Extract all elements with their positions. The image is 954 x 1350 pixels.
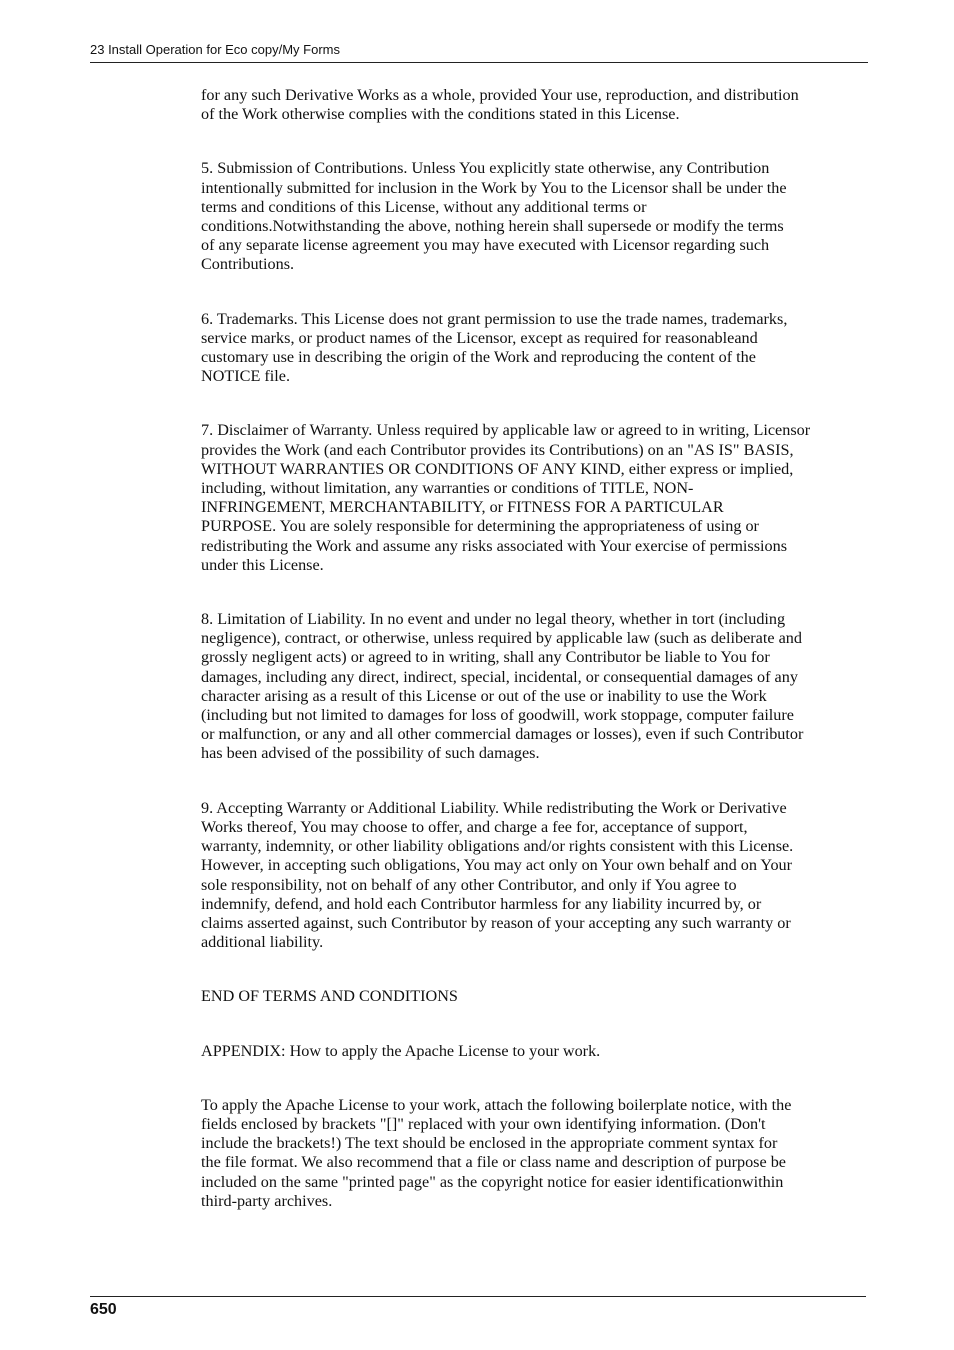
paragraph-appendix-heading: APPENDIX: How to apply the Apache License to your work. bbox=[201, 1041, 601, 1060]
paragraph-derivative-works: for any such Derivative Works as a whole, provided Your use, reproduction, and distribution of the Work otherwise complies with the conditions stated in this License. bbox=[201, 86, 799, 124]
paragraph-appendix-instructions: To apply the Apache License to your work, attach the following boilerplate notice, with the fields enclosed by brackets "[]" replaced with your own identifying information. (Don't include the brackets!) The text should be enclosed in the appropriate comment syntax for the file format. We also recommend that a file or class name and description of purpose be included on the same "printed page" as the copyright notice for easier identificationwithin third-party archives. bbox=[201, 1095, 792, 1210]
paragraph-disclaimer-of-warranty: 7. Disclaimer of Warranty. Unless required by applicable law or agreed to in writing, Licensor provides the Work (and each Contributor provides its Contributions) on an "AS IS" BASIS, WITHOUT WARRANTIES OR CONDITIONS OF ANY KIND, either express or implied, including, without limitation, any warranties or conditions of TITLE, NON- INFRINGEMENT, MERCHANTABILITY, or FITNESS FOR A PARTICULAR PURPOSE. You are solely responsible for determining the appropriateness of using or redistributing the Work and assume any risks associated with Your exercise of permissions under this License. bbox=[201, 421, 811, 574]
paragraph-end-of-terms: END OF TERMS AND CONDITIONS bbox=[201, 987, 458, 1006]
page-footer bbox=[90, 1296, 866, 1325]
page-number: 650 bbox=[90, 1301, 117, 1318]
page-header bbox=[90, 40, 868, 63]
paragraph-submission-of-contributions: 5. Submission of Contributions. Unless You explicitly state otherwise, any Contribution intentionally submitted for inclusion in the Work by You to the Licensor shall be under the terms and conditions of this License, without any additional terms or conditions.Notwithstanding the above, nothing herein shall supersede or modify the terms of any separate license agreement you may have executed with Licensor regarding such Contributions. bbox=[201, 159, 787, 274]
license-body bbox=[201, 86, 869, 1246]
paragraph-limitation-of-liability: 8. Limitation of Liability. In no event and under no legal theory, whether in tort (including negligence), contract, or otherwise, unless required by applicable law (such as deliberate and grossly negligent acts) or agreed to in writing, shall any Contributor be liable to You for damages, including any direct, indirect, special, incidental, or consequential damages of any character arising as a result of this License or out of the use or inability to use the Work (including but not limited to damages for loss of goodwill, work stoppage, computer failure or malfunction, or any and all other commercial damages or losses), even if such Contributor has been advised of the possibility of such damages. bbox=[201, 610, 804, 763]
paragraph-accepting-warranty: 9. Accepting Warranty or Additional Liability. While redistributing the Work or Derivative Works thereof, You may choose to offer, and charge a fee for, acceptance of support, warranty, indemnity, or other liability obligations and/or rights consistent with this License. However, in accepting such obligations, You may act only on Your own behalf and on Your sole responsibility, not on behalf of any other Contributor, and only if You agree to indemnify, defend, and hold each Contributor harmless for any liability incurred by, or claims asserted against, such Contributor by reason of your accepting any such warranty or additional liability. bbox=[201, 798, 794, 952]
paragraph-trademarks: 6. Trademarks. This License does not grant permission to use the trade names, trademarks, service marks, or product names of the Licensor, except as required for reasonableand customary use in describing the origin of the Work and reproducing the content of the NOTICE file. bbox=[201, 309, 788, 386]
chapter-title: 23 Install Operation for Eco copy/My Forms bbox=[90, 42, 340, 57]
